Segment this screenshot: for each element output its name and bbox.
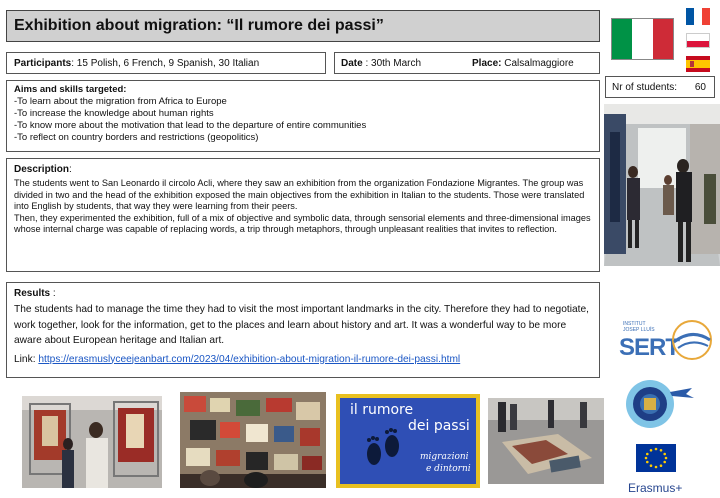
aims-item: -To increase the knowledge about human rights bbox=[14, 108, 214, 119]
poster-subtitle-line: e dintorni bbox=[426, 464, 471, 474]
place-value: Calsalmaggiore bbox=[501, 58, 574, 69]
results-colon: : bbox=[50, 288, 56, 299]
footprints-icon bbox=[360, 424, 408, 474]
date-value: : 30th March bbox=[362, 58, 422, 69]
aims-box bbox=[6, 80, 600, 152]
france-flag bbox=[686, 8, 710, 25]
italy-flag bbox=[611, 18, 674, 60]
place-label: Place: bbox=[472, 58, 502, 69]
exhibition-hall-photo bbox=[604, 104, 720, 266]
poland-flag bbox=[686, 33, 710, 48]
results-box bbox=[6, 282, 600, 378]
aims-item: -To reflect on country borders and restrictions (geopolitics) bbox=[14, 132, 259, 143]
description-heading: Description bbox=[14, 164, 70, 175]
link-label: Link: bbox=[14, 353, 39, 365]
nr-students-value: 60 bbox=[694, 82, 706, 93]
eu-flag bbox=[636, 444, 676, 472]
date-place-box bbox=[334, 52, 600, 74]
exhibition-link[interactable]: https://erasmuslyceejeanbart.com/2023/04/exhibition-about-migration-il-rumore-dei-passi.html bbox=[38, 353, 461, 365]
description-box bbox=[6, 158, 600, 272]
description-paragraph: Then, they experimented the exhibition, full of a mix of objective and symbolic data, through sensorial elements and three-dimensional images whose internal charge was capable of replacing words, a trip through metaphors, through unpleasant realities that invites to reflection. bbox=[14, 212, 591, 235]
sert-logo bbox=[614, 318, 714, 370]
sert-logo-small-line: JOSEP LLUÍS bbox=[623, 327, 655, 333]
map-floor-photo bbox=[180, 392, 326, 488]
school-emblem bbox=[620, 374, 696, 434]
page-title-bar bbox=[6, 10, 600, 42]
aims-item: -To know more about the motivation that lead to the departure of entire communities bbox=[14, 120, 367, 131]
sert-emblem-icon bbox=[670, 318, 714, 362]
floor-installation-photo bbox=[488, 398, 604, 484]
booth-photo bbox=[22, 396, 162, 488]
aims-heading: Aims and skills targeted: bbox=[14, 84, 127, 95]
sert-logo-small-line: INSTITUT bbox=[623, 321, 646, 327]
description-paragraph: The students went to San Leonardo il circolo Acli, where they saw an exhibition from the organization Fondazione Migrantes. The group was divided in two and the head of the exhibition exposed the main objectives from the exhibition in Italian to the students. Those were translated into English by students, that way they were learning from their peers. bbox=[14, 178, 585, 212]
spain-flag bbox=[686, 56, 710, 72]
page-title: Exhibition about migration: “Il rumore dei passi” bbox=[14, 17, 384, 34]
nr-students-label: Nr of students: bbox=[612, 82, 678, 93]
sert-logo-text: SERT bbox=[619, 334, 680, 361]
poster-subtitle-line: migrazioni bbox=[420, 452, 469, 462]
aims-item: -To learn about the migration from Africa to Europe bbox=[14, 96, 227, 107]
nr-students-box bbox=[605, 76, 715, 98]
results-heading: Results bbox=[14, 288, 51, 299]
poster-title-line: dei passi bbox=[408, 418, 470, 434]
participants-value: : 15 Polish, 6 French, 9 Spanish, 30 Italian bbox=[71, 58, 260, 69]
participants-label: Participants bbox=[14, 58, 72, 69]
erasmus-logo-text: Erasmus+ bbox=[628, 481, 683, 495]
poster-title-line: il rumore bbox=[350, 402, 414, 418]
exhibition-poster bbox=[336, 394, 480, 488]
description-colon: : bbox=[69, 164, 72, 175]
date-label: Date bbox=[341, 58, 363, 69]
results-text: The students had to manage the time they had to visit the most important landmarks in the city. Therefore they had to negotiate, work together, look for the information, get to the places and learn about history and art. It was a wonderful way to be more aware about European heritage and Italian art. bbox=[14, 304, 589, 346]
participants-box bbox=[6, 52, 326, 74]
